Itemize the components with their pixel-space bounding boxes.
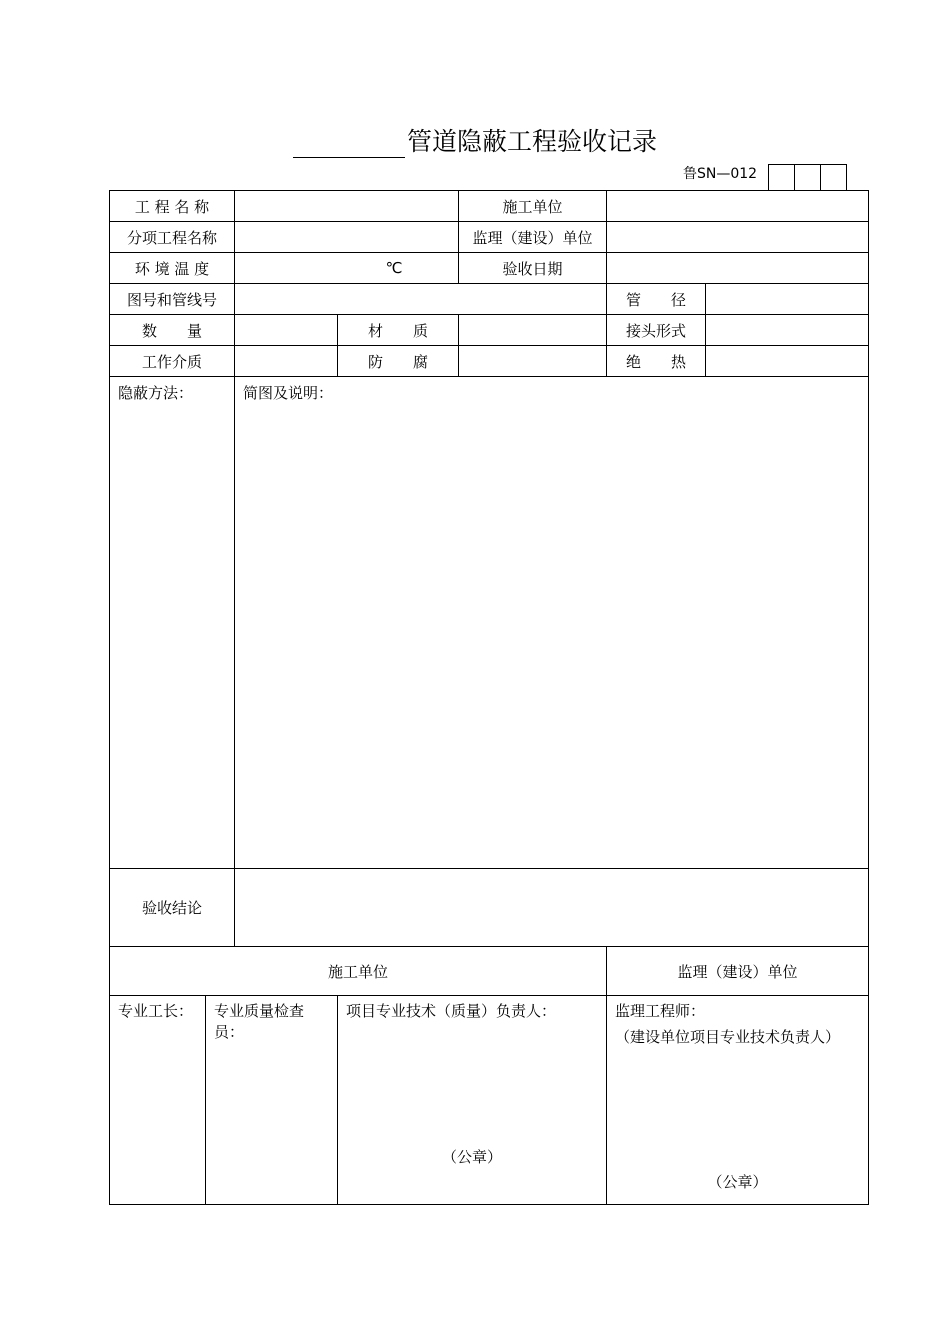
sig-inspector[interactable] <box>206 996 338 1205</box>
field-construction-unit[interactable] <box>607 191 869 222</box>
label-supervision-unit: 监理（建设）单位 <box>459 222 607 253</box>
label-foreman: 专业工长： <box>118 1002 194 1020</box>
form-code: 鲁SN—012 <box>683 166 758 182</box>
label-engineer-note: （建设单位项目专业技术负责人） <box>615 1028 841 1046</box>
sig-engineer[interactable] <box>607 996 869 1205</box>
label-sig-supervision-unit: 监理（建设）单位 <box>607 947 869 996</box>
label-quantity: 数 量 <box>110 315 235 346</box>
label-sub-project-name: 分项工程名称 <box>110 222 235 253</box>
field-conclusion[interactable] <box>235 869 869 947</box>
label-material: 材 质 <box>338 315 459 346</box>
label-tech-lead: 项目专业技术（质量）负责人： <box>346 1002 557 1020</box>
label-conclusion: 验收结论 <box>110 869 235 947</box>
label-acceptance-date: 验收日期 <box>459 253 607 284</box>
label-joint-type: 接头形式 <box>607 315 706 346</box>
label-env-temp: 环 境 温 度 <box>110 253 235 284</box>
label-pipe-diameter: 管 径 <box>607 284 706 315</box>
field-project-name[interactable] <box>235 191 459 222</box>
field-supervision-unit[interactable] <box>607 222 869 253</box>
field-anticorrosion[interactable] <box>459 346 607 377</box>
sig-tech-lead[interactable] <box>338 996 607 1205</box>
code-box[interactable] <box>821 165 846 191</box>
hidden-method-area[interactable] <box>110 377 235 869</box>
temp-unit: ℃ <box>385 259 403 277</box>
label-hidden-method: 隐蔽方法： <box>118 384 194 402</box>
field-quantity[interactable] <box>235 315 338 346</box>
field-acceptance-date[interactable] <box>607 253 869 284</box>
label-sig-construction-unit: 施工单位 <box>110 947 607 996</box>
title-blank-line[interactable] <box>293 131 405 158</box>
seal-supervision: （公章） <box>707 1173 768 1191</box>
acceptance-form <box>109 190 869 1205</box>
field-env-temp[interactable] <box>235 253 459 284</box>
field-material[interactable] <box>459 315 607 346</box>
label-drawing-no: 图号和管线号 <box>110 284 235 315</box>
field-pipe-diameter[interactable] <box>706 284 869 315</box>
label-inspector: 专业质量检查员： <box>214 1002 305 1041</box>
label-project-name: 工 程 名 称 <box>110 191 235 222</box>
field-medium[interactable] <box>235 346 338 377</box>
field-drawing-no[interactable] <box>235 284 607 315</box>
field-joint-type[interactable] <box>706 315 869 346</box>
label-sketch: 简图及说明： <box>243 384 334 402</box>
label-engineer: 监理工程师： <box>615 1002 706 1020</box>
sketch-area[interactable] <box>235 377 869 869</box>
field-sub-project-name[interactable] <box>235 222 459 253</box>
field-insulation[interactable] <box>706 346 869 377</box>
label-anticorrosion: 防 腐 <box>338 346 459 377</box>
seal-construction: （公章） <box>441 1148 502 1166</box>
label-insulation: 绝 热 <box>607 346 706 377</box>
code-box[interactable] <box>795 165 821 191</box>
page-title: 管道隐蔽工程验收记录 <box>0 122 950 158</box>
label-construction-unit: 施工单位 <box>459 191 607 222</box>
code-box[interactable] <box>769 165 795 191</box>
sig-foreman[interactable] <box>110 996 206 1205</box>
code-boxes <box>768 164 847 191</box>
label-medium: 工作介质 <box>110 346 235 377</box>
